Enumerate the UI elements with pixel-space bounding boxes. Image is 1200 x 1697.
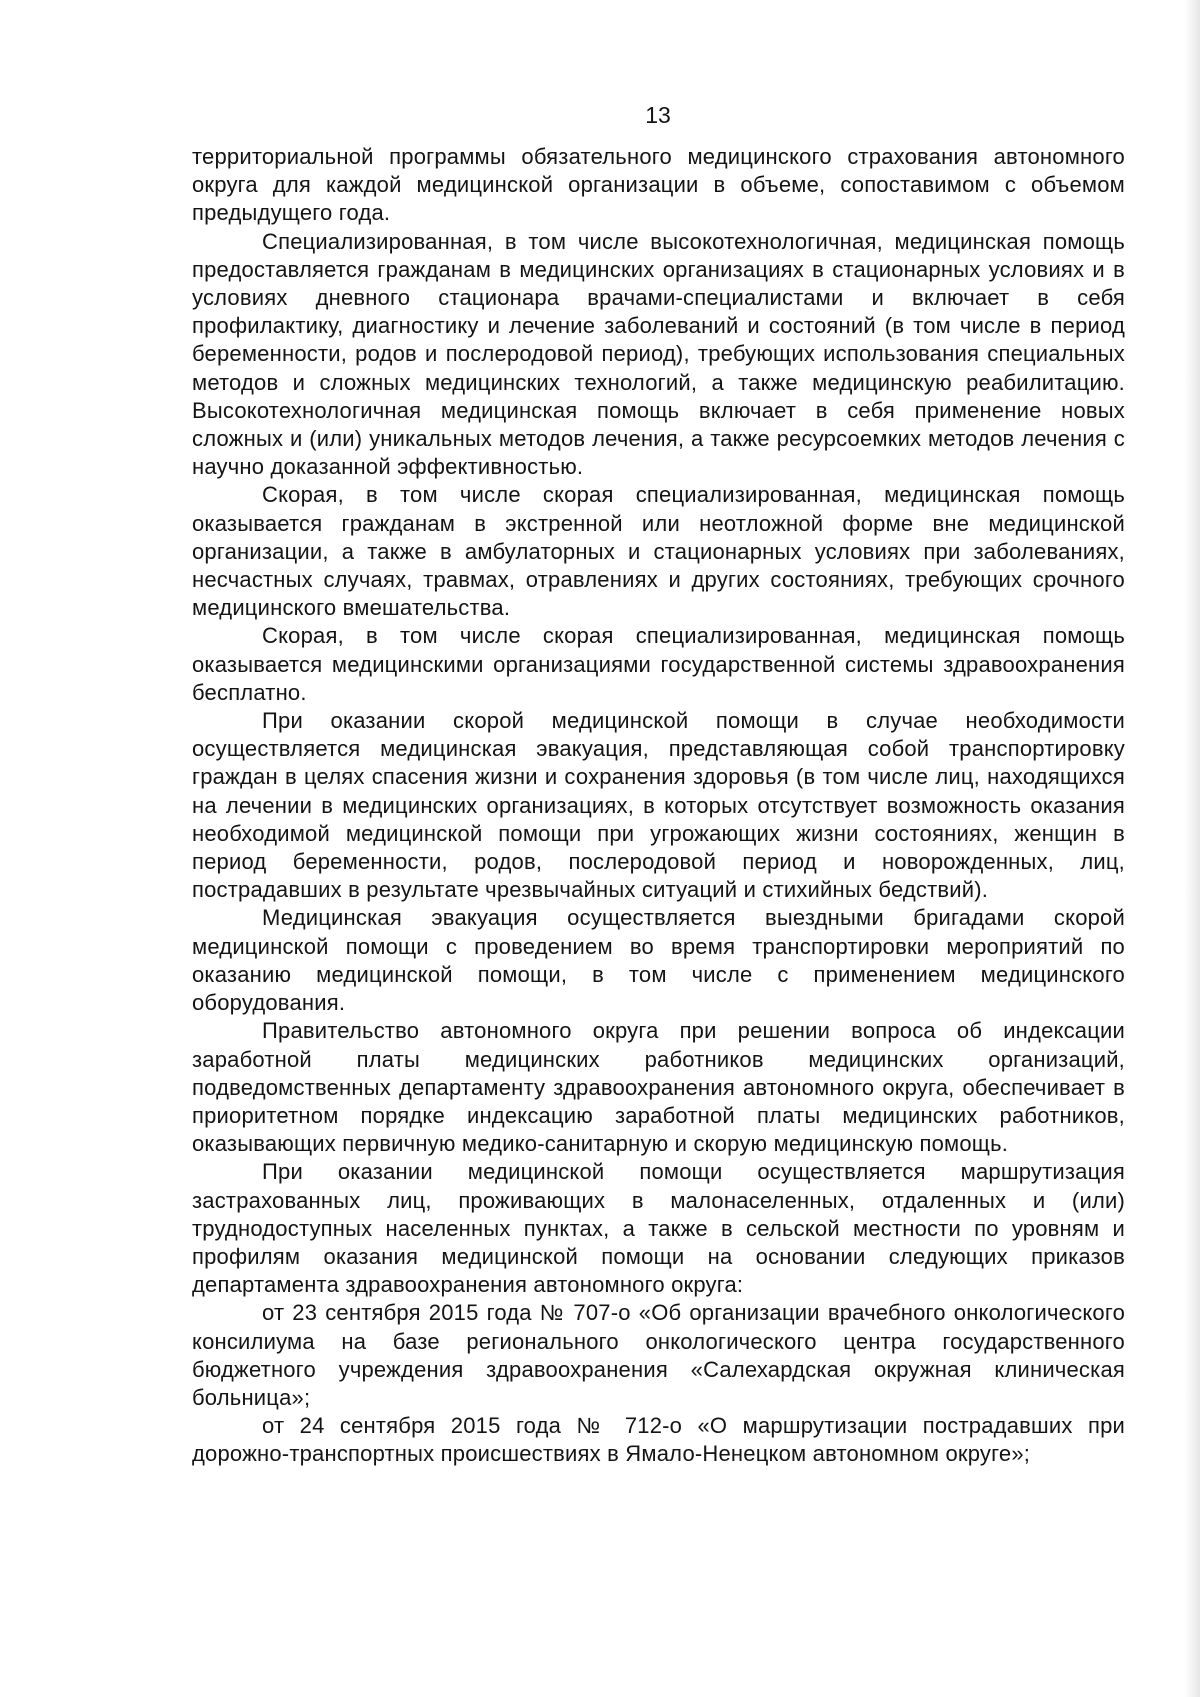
scan-edge-shadow (1184, 0, 1200, 1697)
paragraph-order-712: от 24 сентября 2015 года № 712-о «О маршрутизации пострадавших при дорожно-транспортных происшествиях в Ямало-Ненецком автономном округе»; (192, 1413, 1125, 1467)
paragraph-specialized-care: Специализированная, в том числе высокотехнологичная, медицинская помощь предоставляется гражданам в медицинских организациях в стационарных условиях и в условиях дневного стационара врачами-специалистами и включает в себя профилактику, диагностику и лечение заболеваний и состояний (в том числе в период беременности, родов и послеродовой период), требующих использования специальных методов и сложных медицинских технологий, а также медицинскую реабилитацию. Высокотехнологичная медицинская помощь включает в себя применение новых сложных и (или) уникальных методов лечения, а также ресурсоемких методов лечения с научно доказанной эффективностью. (192, 228, 1125, 480)
paragraph-order-707: от 23 сентября 2015 года № 707-о «Об организации врачебного онкологического консилиума на базе регионального онкологического центра государственного бюджетного учреждения здравоохранения «Салехардская окружная клиническая больница»; (192, 1300, 1125, 1410)
paragraph-salary-indexation: Правительство автономного округа при решении вопроса об индексации заработной платы медицинских работников медицинских организаций, подведомственных департаменту здравоохранения автономного округа, обеспечивает в приоритетном порядке индексацию заработной платы медицинских работников, оказывающих первичную медико-санитарную и скорую медицинскую помощь. (192, 1018, 1125, 1157)
paragraph-continuation: территориальной программы обязательного медицинского страхования автономного округа для каждой медицинской организации в объеме, сопоставимом с объемом предыдущего года. (192, 144, 1125, 226)
paragraph-emergency-free: Скорая, в том числе скорая специализированная, медицинская помощь оказывается медицинскими организациями государственной системы здравоохранения бесплатно. (192, 623, 1125, 705)
document-body (192, 143, 1125, 1469)
paragraph-routing: При оказании медицинской помощи осуществляется маршрутизация застрахованных лиц, проживающих в малонаселенных, отдаленных и (или) труднодоступных населенных пунктах, а также в сельской местности по уровням и профилям оказания медицинской помощи на основании следующих приказов департамента здравоохранения автономного округа: (192, 1159, 1125, 1298)
paragraph-emergency-care: Скорая, в том числе скорая специализированная, медицинская помощь оказывается гражданам в экстренной или неотложной форме вне медицинской организации, а также в амбулаторных и стационарных условиях при заболеваниях, несчастных случаях, травмах, отравлениях и других состояниях, требующих срочного медицинского вмешательства. (192, 482, 1125, 621)
page-number: 13 (645, 102, 671, 128)
paragraph-medical-evacuation: При оказании скорой медицинской помощи в случае необходимости осуществляется медицинская эвакуация, представляющая собой транспортировку граждан в целях спасения жизни и сохранения здоровья (в том числе лиц, находящихся на лечении в медицинских организациях, в которых отсутствует возможность оказания необходимой медицинской помощи при угрожающих жизни состояниях, женщин в период беременности, родов, послеродовой период и новорожденных, лиц, пострадавших в результате чрезвычайных ситуаций и стихийных бедствий). (192, 708, 1125, 903)
paragraph-evacuation-brigades: Медицинская эвакуация осуществляется выездными бригадами скорой медицинской помощи с проведением во время транспортировки мероприятий по оказанию медицинской помощи, в том числе с применением медицинского оборудования. (192, 905, 1125, 1016)
